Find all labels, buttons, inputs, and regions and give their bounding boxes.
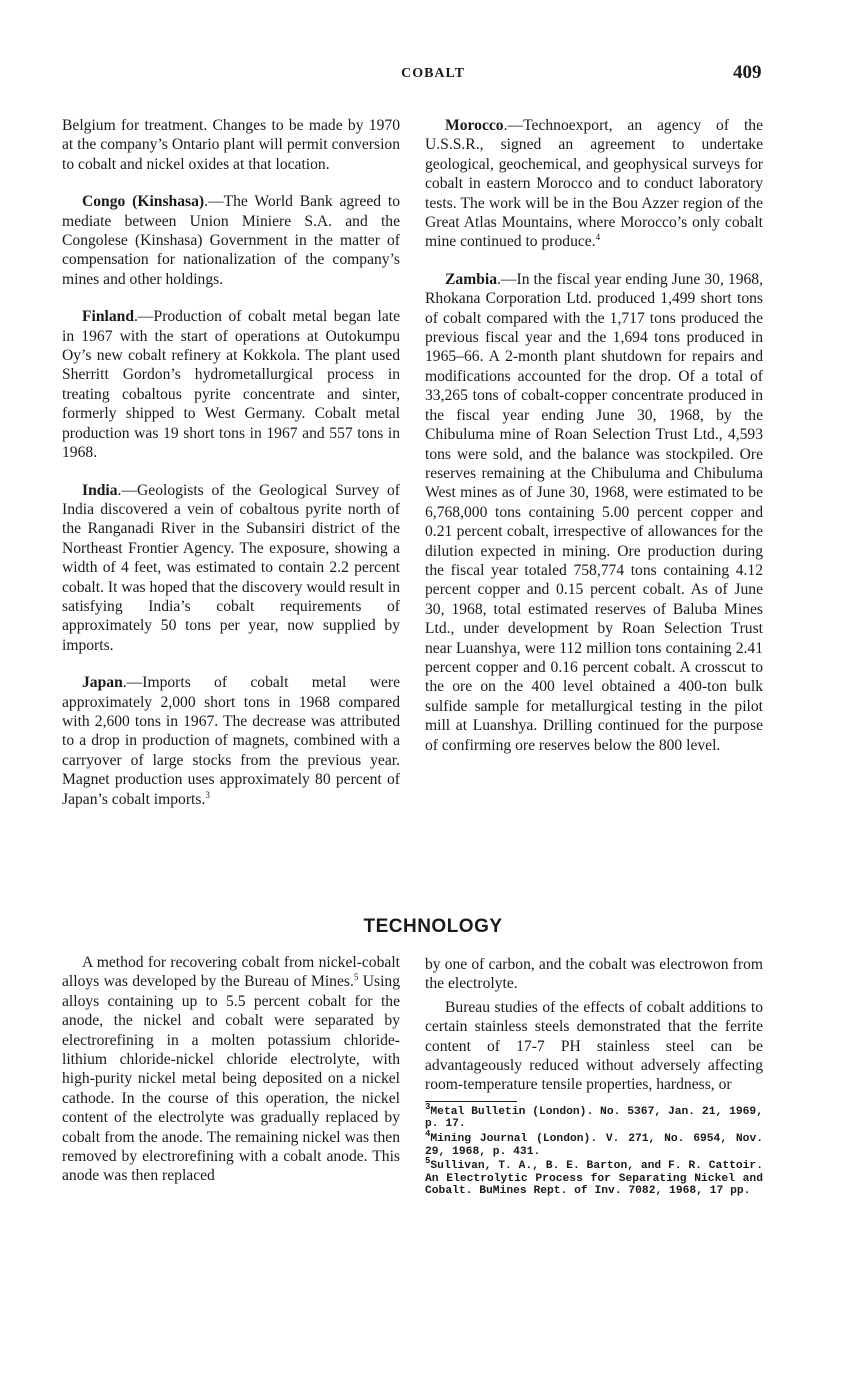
running-title: COBALT xyxy=(401,66,465,81)
page-number: 409 xyxy=(733,62,762,83)
country-heading: Finland xyxy=(82,308,135,326)
section-heading-technology: TECHNOLOGY xyxy=(363,916,503,937)
footnote-ref: 3 xyxy=(205,789,210,800)
paragraph-morocco: Morocco.—Technoexport, an agency of the U.S.S.R., signed an agreement to undertake geological, geochemical, and geophysical surveys for cobalt in eastern Morocco and to conduct laboratory tests. The work will be in the Bou Azzer region of the Great Atlas Mountains, where Morocco’s only cobalt mine continued to produce.$^4$ xyxy=(425,117,763,251)
paragraph-japan: Japan.—Imports of cobalt metal were approximately 2,000 short tons in 1968 compared with 2,600 tons in 1967. The decrease was attributed to a drop in production of magnets, combined with a carryover of large stocks from the previous year. Magnet production uses approximately 80 percent of Japan’s cobalt imports.$^3$ xyxy=(62,674,400,808)
footnote-divider xyxy=(425,1101,517,1102)
footnote-ref: 5 xyxy=(353,972,359,983)
footnote: $^3$Metal Bulletin (London). No. 5367, Jan. 21, 1969, p. 17. xyxy=(425,1102,763,1131)
country-heading: India xyxy=(82,481,118,499)
paragraph-zambia: Zambia.—In the fiscal year ending June 30, 1968, Rhokana Corporation Ltd. produced 1,499 short tons of cobalt compared with the 1,717 tons produced the previous fiscal year and the 1,694 tons produced in 1965–66. A 2-month plant shutdown for repairs and modifications accounted for the drop. Of a total of 33,265 tons of cobalt-copper concentrate produced in the fiscal year ending June 30, 1968, by the Chibuluma mine of Roan Selection Trust Ltd., 4,593 tons were sold, and the balance was stockpiled. Ore reserves remaining at the Chibuluma and Chibuluma West mines as of June 30, 1968, were estimated to be 6,768,000 tons containing 5.00 percent copper and 0.21 percent cobalt, irrespective of allowances for the dilution expected in mining. Ore production during the fiscal year totaled 758,774 tons containing 4.12 percent copper and 0.15 percent cobalt. As of June 30, 1968, total estimated reserves of Baluba Mines Ltd., under development by Roan Selection Trust near Luanshya, were 112 million tons containing 2.41 percent copper and 0.16 percent cobalt. A crosscut to the ore on the 400 level obtained a 400-ton bulk sulfide sample for metallurgical testing in the pilot mill at Luanshya. Drilling continued for the purpose of confirming ore reserves below the 800 level. xyxy=(425,270,763,754)
footnote: $^4$Mining Journal (London). V. 271, No. 6954, Nov. 29, 1968, p. 431. xyxy=(425,1129,763,1158)
paragraph-india: India.—Geologists of the Geological Survey of India discovered a vein of cobaltous pyrite north of the Ranganadi River in the Subansiri district of the Northeast Frontier Agency. The exposure, showing a width of 4 feet, was estimated to contain 2.2 percent cobalt. It was hoped that the discovery would result in satisfying India’s cobalt requirements of approximately 50 tons per year, now supplied by imports. xyxy=(62,481,400,654)
technology-left-column xyxy=(62,953,400,1186)
paragraph-belgium-continued: Belgium for treatment. Changes to be made by 1970 at the company’s Ontario plant will permit conversion to cobalt and nickel oxides at that location. xyxy=(62,117,400,173)
paragraph-technology-stainless: Bureau studies of the effects of cobalt additions to certain stainless steels demonstrated that the ferrite content of 17-7 PH stainless steel can be advantageously reduced without adversely affecting room-temperature tensile properties, hardness, or xyxy=(425,998,763,1094)
paragraph-congo: Congo (Kinshasa).—The World Bank agreed to mediate between Union Miniere S.A. and the Congolese (Kinshasa) Government in the matter of compensation for nationalization of the company’s mines and other holdings. xyxy=(62,193,400,288)
country-heading: Zambia xyxy=(445,270,497,288)
paragraph-finland: Finland.—Production of cobalt metal began late in 1967 with the start of operations at Outokumpu Oy’s new cobalt refinery at Kokkola. The plant used Sherritt Gordon’s hydrometallurgical process in treating cobaltous pyrite concentrate and sinter, formerly shipped to West Germany. Cobalt metal production was 19 short tons in 1967 and 557 tons in 1968. xyxy=(62,308,400,462)
country-heading: Morocco xyxy=(445,117,504,134)
right-column xyxy=(425,116,763,755)
footnote-ref: 4 xyxy=(595,232,601,243)
paragraph-technology-continued: by one of carbon, and the cobalt was electrowon from the electrolyte. xyxy=(425,956,763,993)
footnotes xyxy=(425,1102,763,1198)
paragraph-technology-method: A method for recovering cobalt from nickel-cobalt alloys was developed by the Bureau of Mines.$^5$ Using alloys containing up to 5.5 percent cobalt for the anode, the nickel and cobalt were separated by electrorefining in a molten potassium chloride-lithium chloride-nickel chloride electrolyte, with high-purity nickel metal being deposited on a nickel cathode. In the course of this operation, the nickel content of the electrolyte was gradually replaced by cobalt from the anode. The remaining nickel was then removed by electrorefining with a cobalt anode. This anode was then replaced xyxy=(62,954,401,1185)
country-heading: Congo (Kinshasa) xyxy=(82,193,205,211)
footnote: $^5$Sullivan, T. A., B. E. Barton, and F. R. Cattoir. An Electrolytic Process for Separating Nickel and Cobalt. BuMines Rept. of Inv. 7082, 1968, 17 pp. xyxy=(425,1156,763,1198)
left-column xyxy=(62,116,400,809)
technology-right-column xyxy=(425,955,763,1198)
country-heading: Japan xyxy=(82,674,123,692)
